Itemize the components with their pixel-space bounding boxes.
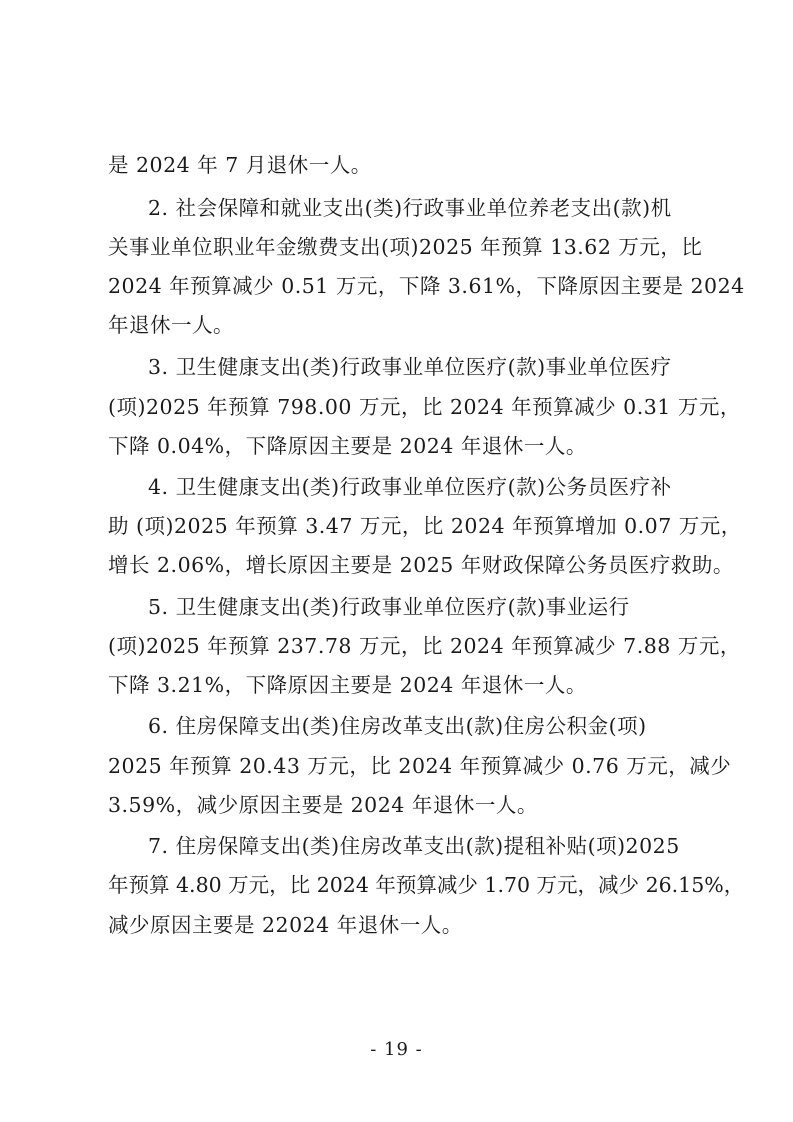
item-7-line: 年预算 4.80 万元，比 2024 年预算减少 1.70 万元，减少 26.15%， xyxy=(108,873,745,897)
item-2-line: 年退休一人。 xyxy=(108,313,234,337)
item-7-line: 7. 住房保障支出(类)住房改革支出(款)提租补贴(项)2025 xyxy=(148,834,680,858)
item-2-line: 2. 社会保障和就业支出(类)行政事业单位养老支出(款)机 xyxy=(148,196,672,220)
item-6-line: 3.59%，减少原因主要是 2024 年退休一人。 xyxy=(108,793,538,817)
page-number: - 19 - xyxy=(370,1039,423,1060)
item-4-line: 4. 卫生健康支出(类)行政事业单位医疗(款)公务员医疗补 xyxy=(148,475,672,499)
item-6-line: 6. 住房保障支出(类)住房改革支出(款)住房公积金(项) xyxy=(148,714,647,738)
item-3-line: 下降 0.04%，下降原因主要是 2024 年退休一人。 xyxy=(108,434,587,458)
item-2-line: 关事业单位职业年金缴费支出(项)2025 年预算 13.62 万元，比 xyxy=(108,235,703,259)
item-3-line: (项)2025 年预算 798.00 万元，比 2024 年预算减少 0.31 万元， xyxy=(108,395,741,419)
item-7-line: 减少原因主要是 22024 年退休一人。 xyxy=(108,913,463,937)
item-3-line: 3. 卫生健康支出(类)行政事业单位医疗(款)事业单位医疗 xyxy=(148,355,672,379)
item-5-line: (项)2025 年预算 237.78 万元，比 2024 年预算减少 7.88 万元， xyxy=(108,634,741,658)
item-5-line: 5. 卫生健康支出(类)行政事业单位医疗(款)事业运行 xyxy=(148,595,630,619)
text-line: 是 2024 年 7 月退休一人。 xyxy=(108,153,372,177)
item-4-line: 助 (项)2025 年预算 3.47 万元，比 2024 年预算增加 0.07 万元， xyxy=(108,514,742,538)
item-6-line: 2025 年预算 20.43 万元，比 2024 年预算减少 0.76 万元，减少 xyxy=(108,754,732,778)
item-2-line: 2024 年预算减少 0.51 万元，下降 3.61%，下降原因主要是 2024 xyxy=(108,274,745,298)
item-5-line: 下降 3.21%，下降原因主要是 2024 年退休一人。 xyxy=(108,673,587,697)
item-4-line: 增长 2.06%，增长原因主要是 2025 年财政保障公务员医疗救助。 xyxy=(108,553,734,577)
